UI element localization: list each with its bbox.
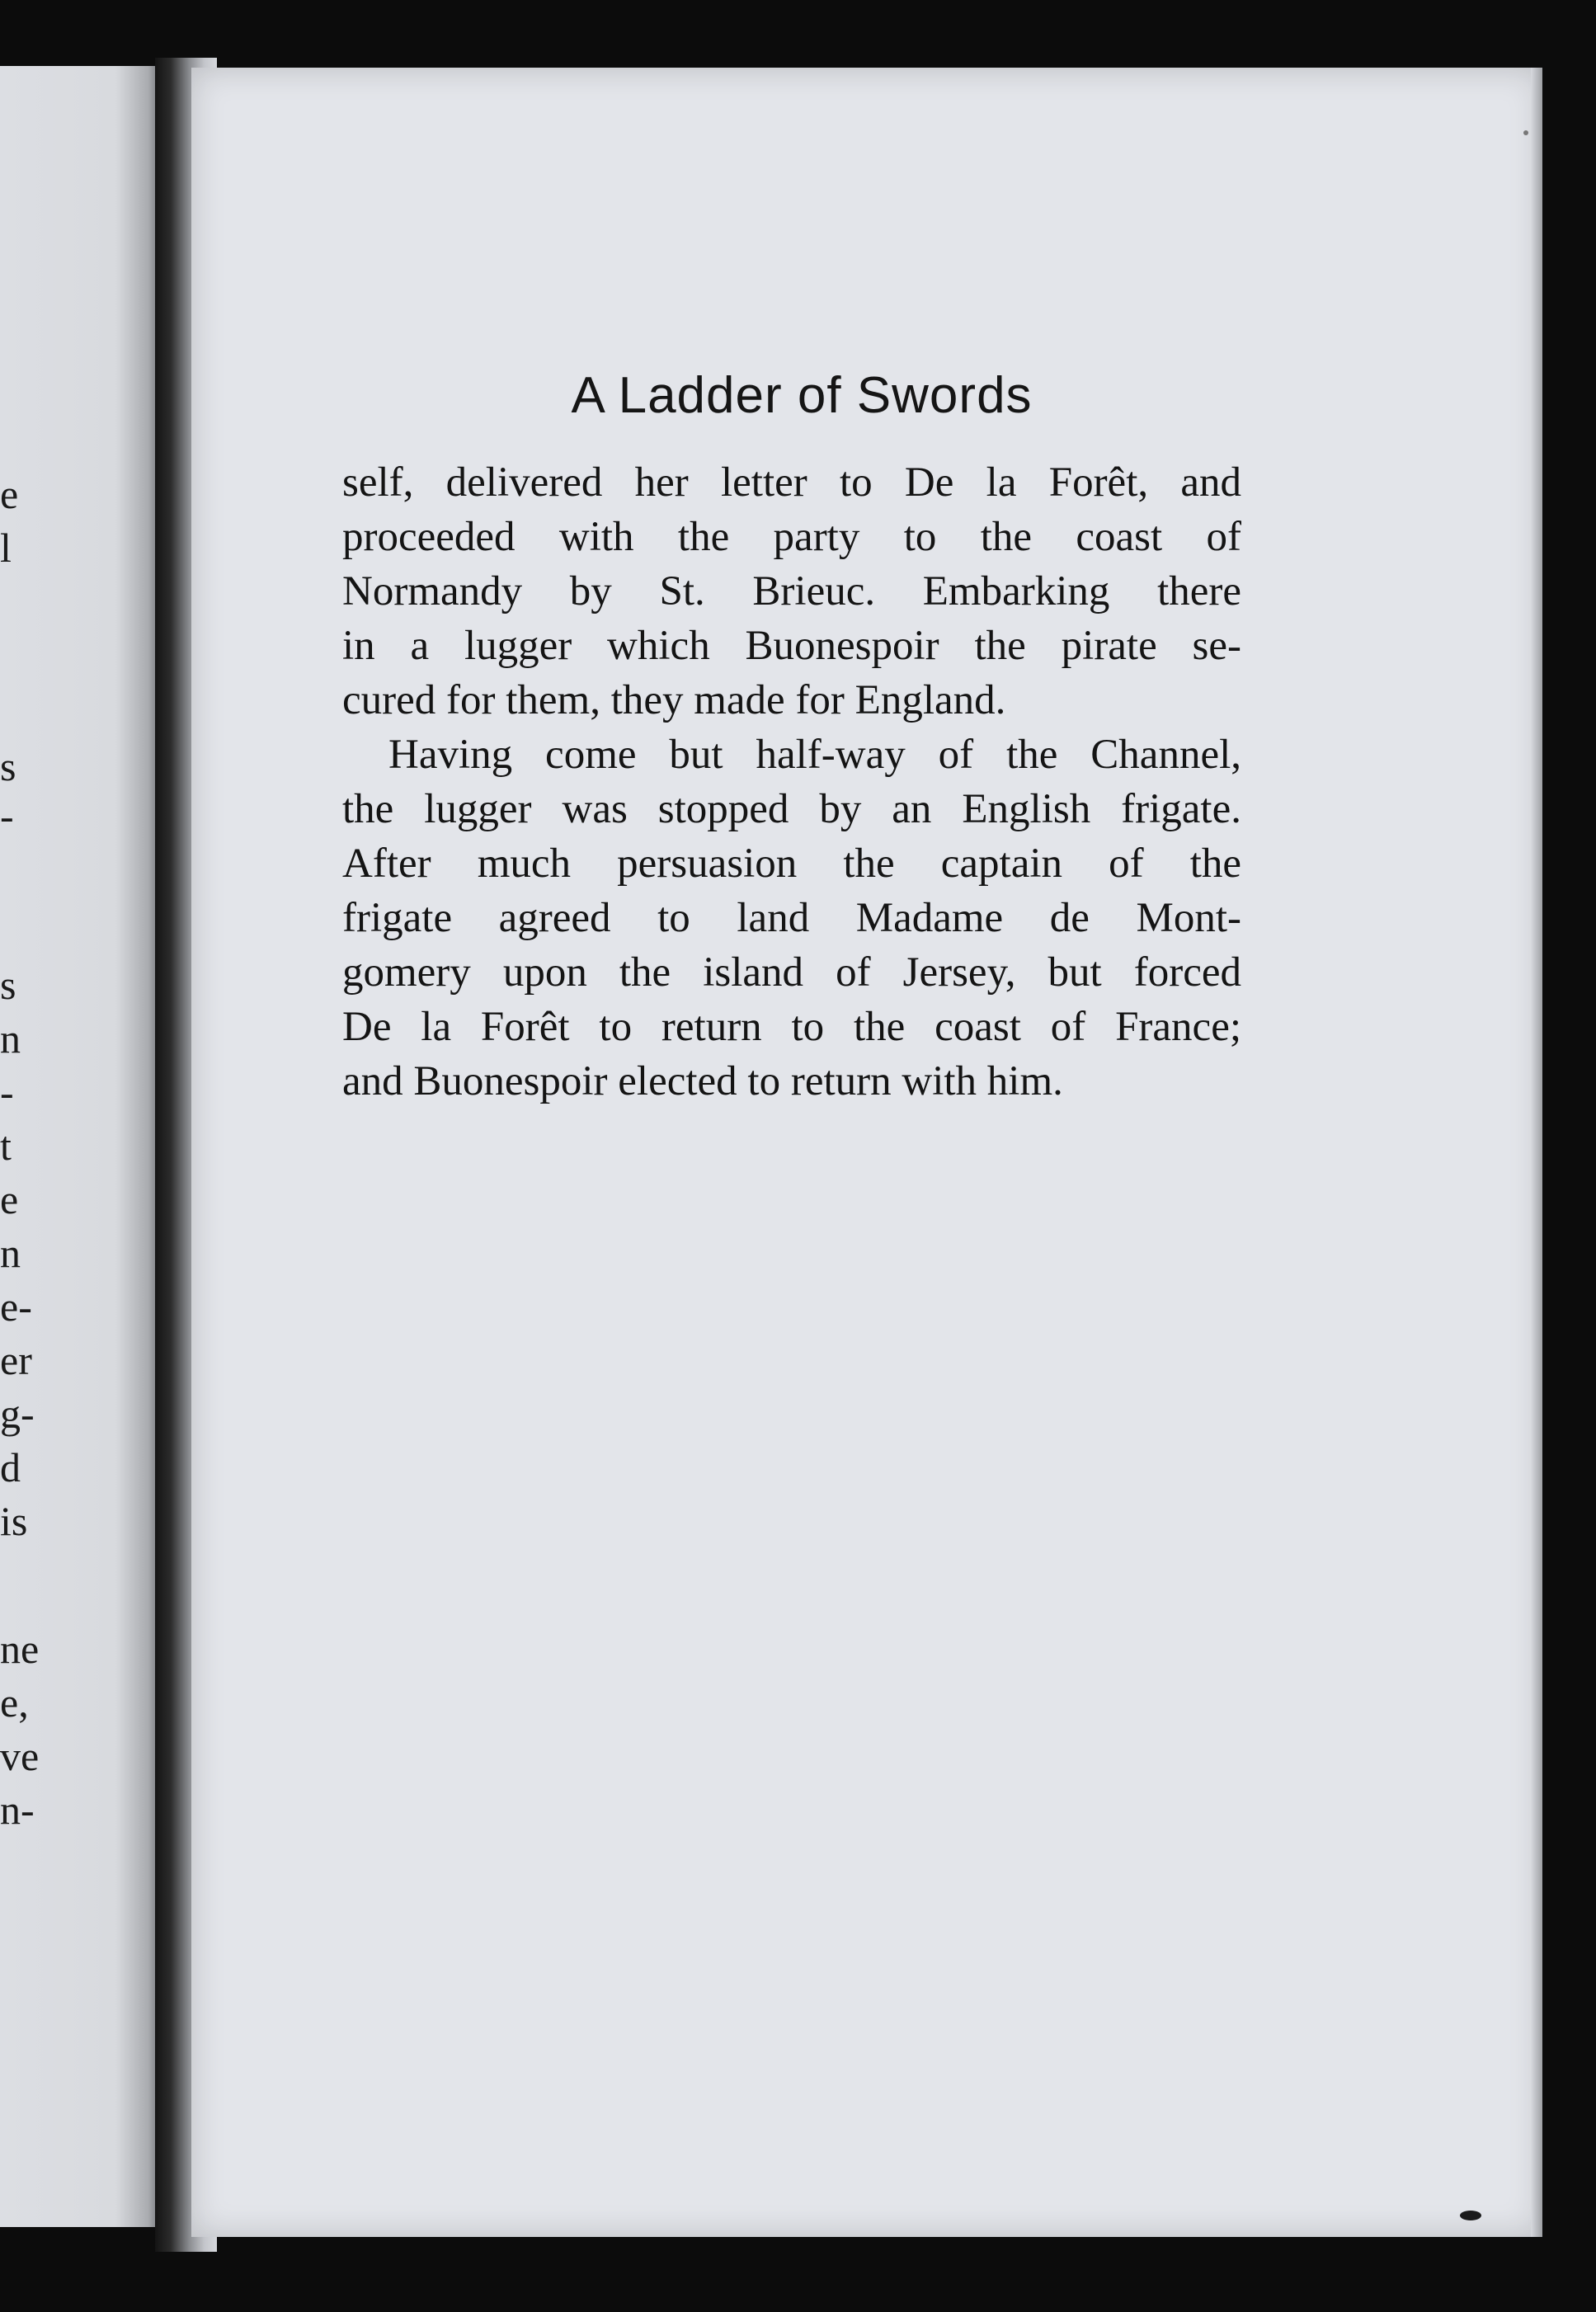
scan-speck [1523, 130, 1528, 135]
text-line: gomery upon the island of Jersey, but forced [342, 949, 1241, 996]
fragment: e, [0, 1679, 29, 1726]
fragment: n [0, 1015, 21, 1062]
body-text [342, 455, 1241, 1109]
fragment: g- [0, 1391, 35, 1437]
text-line: proceeded with the party to the coast of [342, 514, 1241, 560]
fragment: ne [0, 1626, 40, 1672]
text-line: in a lugger which Buonespoir the pirate se- [342, 623, 1241, 669]
text-line: De la Forêt to return to the coast of France; [342, 1004, 1241, 1050]
fragment: d [0, 1444, 21, 1490]
fragment: - [0, 793, 14, 839]
page-edge [1531, 68, 1542, 2237]
fragment: e [0, 471, 19, 517]
text-line: frigate agreed to land Madame de Mont- [342, 895, 1241, 941]
fragment: t [0, 1123, 12, 1169]
paragraph-1 [342, 455, 1241, 728]
text-line: cured for them, they made for England. [342, 677, 1006, 723]
paragraph-2 [342, 728, 1241, 1109]
fragment: s [0, 743, 16, 789]
fragment: is [0, 1498, 28, 1544]
fragment: l [0, 525, 12, 571]
facing-page-text-fragments [0, 66, 49, 2227]
text-line: After much persuasion the captain of the [342, 841, 1241, 887]
text-line: and Buonespoir elected to return with him. [342, 1058, 1063, 1104]
fragment: e- [0, 1283, 32, 1330]
fragment: e [0, 1176, 19, 1222]
fragment: er [0, 1337, 32, 1383]
fragment: - [0, 1069, 14, 1115]
fragment: n [0, 1230, 21, 1276]
fragment: n- [0, 1787, 35, 1833]
running-head: A Ladder of Swords [571, 367, 1033, 424]
fragment: ve [0, 1733, 40, 1779]
fragment: s [0, 962, 16, 1008]
facing-page [0, 66, 165, 2227]
scan-speck [1460, 2211, 1481, 2220]
text-line: Having come but half-way of the Channel, [388, 732, 1241, 778]
book-page [191, 68, 1542, 2237]
text-line: self, delivered her letter to De la Forêt, and [342, 459, 1241, 506]
text-line: the lugger was stopped by an English frigate. [342, 786, 1241, 832]
text-line: Normandy by St. Brieuc. Embarking there [342, 568, 1241, 614]
